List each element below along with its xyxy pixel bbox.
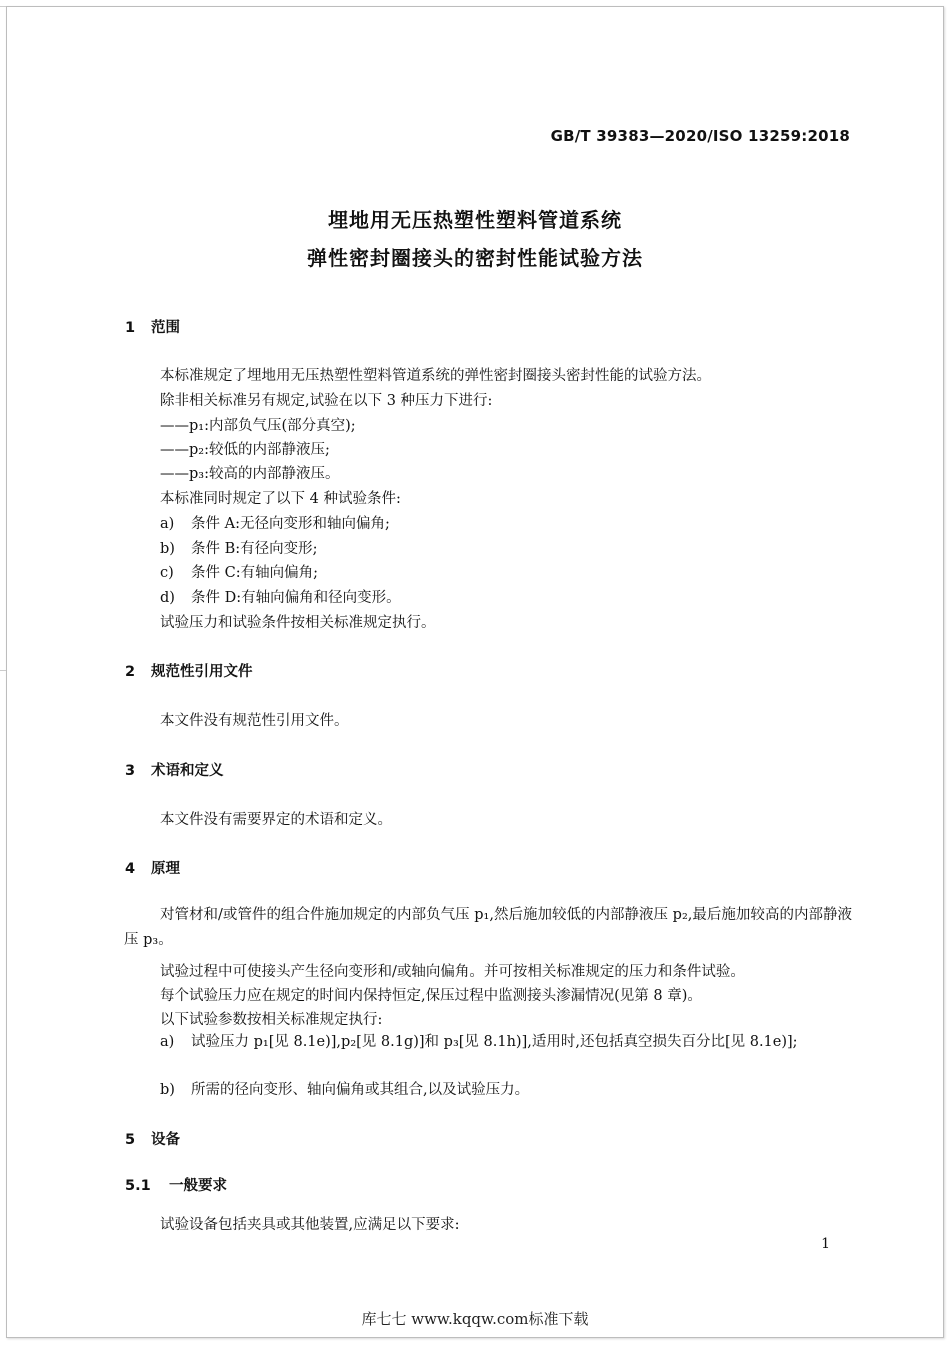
section-3-heading: 3 术语和定义 [125,763,224,779]
document-title-line-2: 弹性密封圈接头的密封性能试验方法 [307,246,643,270]
general-requirements-paragraph: 试验设备包括夹具或其他装置,应满足以下要求: [160,1217,460,1233]
section-4-heading: 4 原理 [125,861,180,877]
scope-paragraph-3: 本标准同时规定了以下 4 种试验条件: [160,491,401,507]
section-title: 范围 [151,320,180,336]
section-5-heading: 5 设备 [125,1132,180,1148]
scope-paragraph-2: 除非相关标准另有规定,试验在以下 3 种压力下进行: [160,393,493,409]
list-item: c) 条件 C:有轴向偏角; [160,565,318,581]
scope-paragraph-1: 本标准规定了埋地用无压热塑性塑料管道系统的弹性密封圈接头密封性能的试验方法。 [160,368,711,384]
list-item: d) 条件 D:有轴向偏角和径向变形。 [160,590,401,606]
principle-paragraph-3: 每个试验压力应在规定的时间内保持恒定,保压过程中监测接头渗漏情况(见第 8 章)。 [160,988,702,1004]
crop-mark [0,670,6,671]
principle-paragraph-1: 对管材和/或管件的组合件施加规定的内部负气压 p₁,然后施加较低的内部静液压 p₂,最后施加较高的内部静液压 p₃。 [124,907,852,948]
pressure-item-p1: ——p₁:内部负气压(部分真空); [160,418,356,434]
list-item: a) 试验压力 p₁[见 8.1e)],p₂[见 8.1g)]和 p₃[见 8.1h)],适用时,还包括真空损失百分比[见 8.1e)]; [160,1034,798,1050]
section-number: 1 [125,320,136,336]
pressure-item-p2: ——p₂:较低的内部静液压; [160,442,330,458]
principle-paragraph-4: 以下试验参数按相关标准规定执行: [160,1012,383,1028]
watermark-footer: 库七七 www.kqqw.com标准下载 [361,1310,589,1328]
normative-references-paragraph: 本文件没有规范性引用文件。 [160,713,349,729]
standard-number: GB/T 39383—2020/ISO 13259:2018 [550,127,850,145]
list-item: b) 条件 B:有径向变形; [160,541,318,557]
document-title-line-1: 埋地用无压热塑性塑料管道系统 [328,208,622,232]
section-2-heading: 2 规范性引用文件 [125,664,253,680]
terms-paragraph: 本文件没有需要界定的术语和定义。 [160,812,392,828]
principle-paragraph-2: 试验过程中可使接头产生径向变形和/或轴向偏角。并可按相关标准规定的压力和条件试验。 [160,964,745,980]
list-item: b) 所需的径向变形、轴向偏角或其组合,以及试验压力。 [160,1082,530,1098]
section-1-heading [125,316,180,337]
pressure-item-p3: ——p₃:较高的内部静液压。 [160,466,340,482]
scope-paragraph-4: 试验压力和试验条件按相关标准规定执行。 [160,615,436,631]
section-5-1-heading: 5.1 一般要求 [125,1178,227,1194]
list-item: a) 条件 A:无径向变形和轴向偏角; [160,516,390,532]
page-number: 1 [821,1236,830,1252]
crop-mark [0,6,6,7]
